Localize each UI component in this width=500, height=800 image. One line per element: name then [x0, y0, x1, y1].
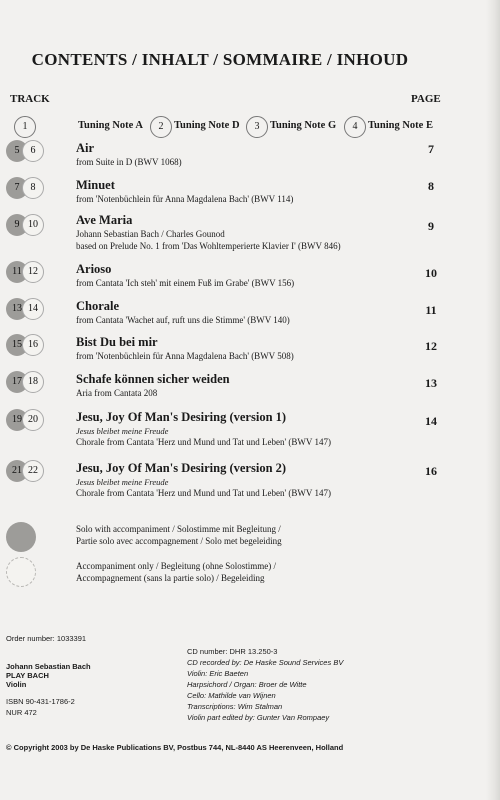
cd-credit: Violin part edited by: Gunter Van Rompaey	[187, 713, 330, 722]
track-badge	[6, 460, 44, 482]
isbn: ISBN 90-431-1786-2	[6, 697, 75, 706]
page-number: 12	[425, 339, 437, 353]
piece-source: Chorale from Cantata 'Herz und Mund und Tat und Leben' (BWV 147)	[76, 437, 331, 447]
page-number: 16	[425, 464, 437, 478]
piece-source: Aria from Cantata 208	[76, 388, 158, 398]
track-badge	[6, 298, 44, 320]
page-edge	[486, 0, 500, 800]
solo-track-number: 7	[6, 177, 28, 199]
accompaniment-track-number: 14	[22, 298, 44, 320]
solo-track-number: 17	[6, 371, 28, 393]
piece-title: Air	[76, 141, 95, 155]
piece-title: Jesu, Joy Of Man's Desiring (version 2)	[76, 461, 287, 475]
track-badge	[6, 371, 44, 393]
cd-credit: Violin: Eric Baeten	[187, 669, 249, 678]
cd-credit: Transcriptions: Wim Stalman	[187, 702, 283, 711]
page-number: 11	[425, 303, 437, 317]
accompaniment-legend-text	[76, 560, 276, 584]
track-badge	[6, 261, 44, 283]
tuning-notes-row	[8, 116, 448, 138]
piece-title: Ave Maria	[76, 213, 133, 227]
legend-line: Accompagnement (sans la partie solo) / Begeleiding	[76, 573, 265, 583]
piece-subtitle: Jesus bleibet meine Freude	[76, 426, 169, 436]
accompaniment-legend-disc	[6, 557, 36, 587]
legend-line: Accompaniment only / Begleitung (ohne Solostimme) /	[76, 561, 276, 571]
page-column-label: PAGE	[411, 93, 441, 105]
album-title: PLAY BACH	[6, 671, 49, 680]
page-number: 7	[428, 142, 434, 156]
tuning-note-label: Tuning Note A	[78, 120, 143, 131]
tuning-note-label: Tuning Note E	[368, 120, 433, 131]
piece-title: Arioso	[76, 262, 112, 276]
track-badge	[6, 409, 44, 431]
piece-source: from 'Notenbüchlein für Anna Magdalena Bach' (BWV 508)	[76, 351, 294, 361]
composer: Johann Sebastian Bach	[6, 662, 91, 671]
tuning-note-label: Tuning Note D	[174, 120, 240, 131]
tuning-track-number: 3	[246, 116, 268, 138]
accompaniment-track-number: 22	[22, 460, 44, 482]
accompaniment-track-number: 12	[22, 261, 44, 283]
accompaniment-track-number: 8	[22, 177, 44, 199]
piece-source: Johann Sebastian Bach / Charles Gounod	[76, 229, 225, 239]
solo-track-number: 15	[6, 334, 28, 356]
piece-title: Jesu, Joy Of Man's Desiring (version 1)	[76, 410, 287, 424]
piece-source: based on Prelude No. 1 from 'Das Wohltemperierte Klavier I' (BWV 846)	[76, 241, 341, 251]
piece-source: from 'Notenbüchlein für Anna Magdalena Bach' (BWV 114)	[76, 194, 294, 204]
page-number: 10	[425, 266, 437, 280]
piece-title: Schafe können sicher weiden	[76, 372, 230, 386]
solo-track-number: 21	[6, 460, 28, 482]
instrument: Violin	[6, 680, 27, 689]
cd-credit: Cello: Mathilde van Wijnen	[187, 691, 276, 700]
piece-subtitle: Jesus bleibet meine Freude	[76, 477, 169, 487]
tuning-track-number: 2	[150, 116, 172, 138]
track-badge	[6, 214, 44, 236]
piece-title: Chorale	[76, 299, 120, 313]
piece-source: from Suite in D (BWV 1068)	[76, 157, 182, 167]
accompaniment-track-number: 10	[22, 214, 44, 236]
legend-line: Solo with accompaniment / Solostimme mit Begleitung /	[76, 524, 281, 534]
solo-legend-text	[76, 523, 282, 547]
piece-title: Minuet	[76, 178, 115, 192]
page-number: 8	[428, 179, 434, 193]
legend-line: Partie solo avec accompagnement / Solo met begeleiding	[76, 536, 282, 546]
accompaniment-track-number: 18	[22, 371, 44, 393]
cd-number: CD number: DHR 13.250-3	[187, 647, 278, 656]
track-badge	[6, 140, 44, 162]
tuning-track-number: 1	[14, 116, 36, 138]
solo-track-number: 9	[6, 214, 28, 236]
track-badge	[6, 334, 44, 356]
page-number: 9	[428, 219, 434, 233]
piece-title: Bist Du bei mir	[76, 335, 158, 349]
solo-track-number: 19	[6, 409, 28, 431]
page-title: CONTENTS / INHALT / SOMMAIRE / INHOUD	[31, 50, 409, 69]
cd-credit: CD recorded by: De Haske Sound Services BV	[187, 658, 344, 667]
page-number: 14	[425, 414, 437, 428]
accompaniment-track-number: 16	[22, 334, 44, 356]
piece-source: from Cantata 'Wachet auf, ruft uns die Stimme' (BWV 140)	[76, 315, 290, 325]
piece-source: from Cantata 'Ich steh' mit einem Fuß im Grabe' (BWV 156)	[76, 278, 295, 288]
solo-track-number: 11	[6, 261, 28, 283]
nur-code: NUR 472	[6, 708, 37, 717]
accompaniment-track-number: 20	[22, 409, 44, 431]
solo-legend-disc	[6, 522, 36, 552]
accompaniment-track-number: 6	[22, 140, 44, 162]
tuning-note-label: Tuning Note G	[270, 120, 337, 131]
copyright-notice: © Copyright 2003 by De Haske Publications BV, Postbus 744, NL-8440 AS Heerenveen, Holland	[6, 743, 344, 752]
order-number: Order number: 1033391	[6, 634, 87, 643]
solo-track-number: 13	[6, 298, 28, 320]
solo-track-number: 5	[6, 140, 28, 162]
page-number: 13	[425, 376, 437, 390]
tuning-track-number: 4	[344, 116, 366, 138]
cd-credit: Harpsichord / Organ: Broer de Witte	[187, 680, 307, 689]
piece-source: Chorale from Cantata 'Herz und Mund und Tat und Leben' (BWV 147)	[76, 488, 331, 498]
track-column-label: TRACK	[10, 93, 50, 105]
track-badge	[6, 177, 44, 199]
